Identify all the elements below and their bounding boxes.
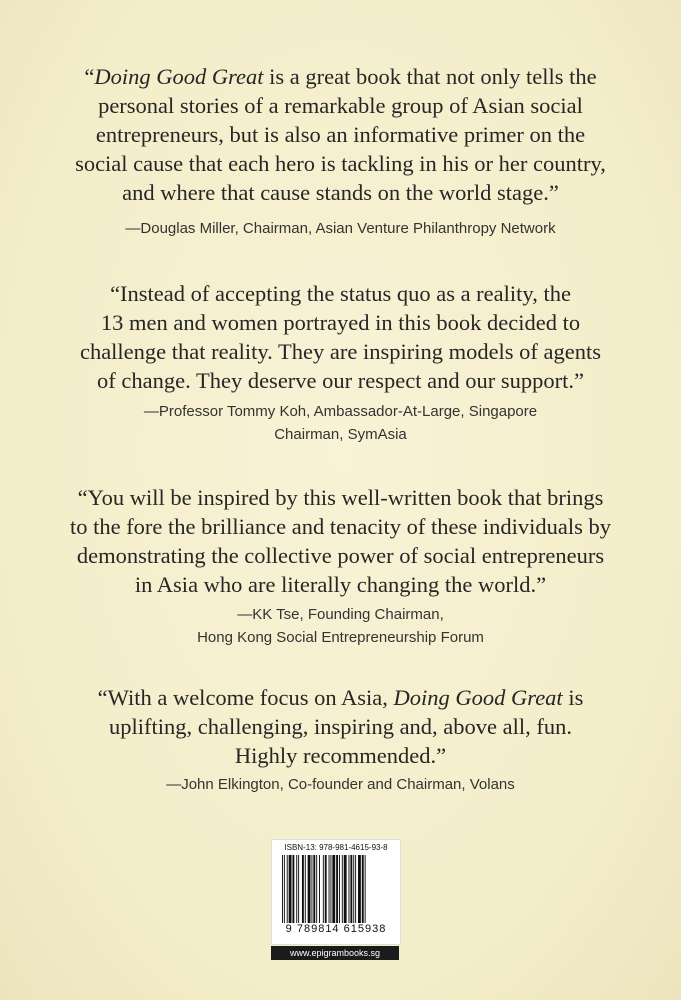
quote-line: in Asia who are literally changing the world.” <box>134 572 547 597</box>
quote-tommy-koh <box>40 279 641 395</box>
quote-line: personal stories of a remarkable group of Asian social <box>98 93 583 118</box>
quote-line: challenge that reality. They are inspiring models of agents <box>79 339 602 364</box>
barcode-bars <box>282 855 392 923</box>
attribution-douglas-miller: —Douglas Miller, Chairman, Asian Venture Philanthropy Network <box>125 220 556 237</box>
attribution-tommy-koh: —Professor Tommy Koh, Ambassador-At-Large, Singapore Chairman, SymAsia <box>143 403 538 443</box>
quote-line: social cause that each hero is tackling in his or her country, <box>75 151 606 176</box>
book-title: Doing Good Great <box>393 685 563 710</box>
quote-line: “You will be inspired by this well-written book that brings <box>77 485 604 510</box>
quote-douglas-miller <box>40 62 641 207</box>
quote-line: “With a welcome focus on Asia, Doing Good Great is <box>97 685 584 710</box>
publisher-url: www.epigrambooks.sg <box>271 946 399 960</box>
attribution-kk-tse: —KK Tse, Founding Chairman, Hong Kong Social Entrepreneurship Forum <box>197 606 484 646</box>
barcode-number: 9 789814 615938 <box>285 923 387 935</box>
quote-line: uplifting, challenging, inspiring and, above all, fun. <box>108 714 573 739</box>
quote-line: to the fore the brilliance and tenacity of these individuals by <box>69 514 612 539</box>
quote-line: Highly recommended.” <box>234 743 447 768</box>
isbn-barcode <box>271 839 401 945</box>
isbn-label: ISBN-13: 978-981-4615-93-8 <box>284 843 388 852</box>
quote-line: entrepreneurs, but is also an informative primer on the <box>95 122 586 147</box>
attribution-john-elkington: —John Elkington, Co-founder and Chairman, Volans <box>166 776 515 793</box>
quote-line: of change. They deserve our respect and our support.” <box>97 368 584 393</box>
book-title: Doing Good Great <box>94 64 264 89</box>
quote-line: “Doing Good Great is a great book that not only tells the <box>84 64 597 89</box>
quote-line: and where that cause stands on the world stage.” <box>122 180 559 205</box>
quote-john-elkington <box>40 683 641 770</box>
quote-line: demonstrating the collective power of social entrepreneurs <box>76 543 605 568</box>
quote-line: 13 men and women portrayed in this book decided to <box>100 310 581 335</box>
quote-kk-tse <box>40 483 641 599</box>
quote-line: “Instead of accepting the status quo as a reality, the <box>110 281 571 306</box>
